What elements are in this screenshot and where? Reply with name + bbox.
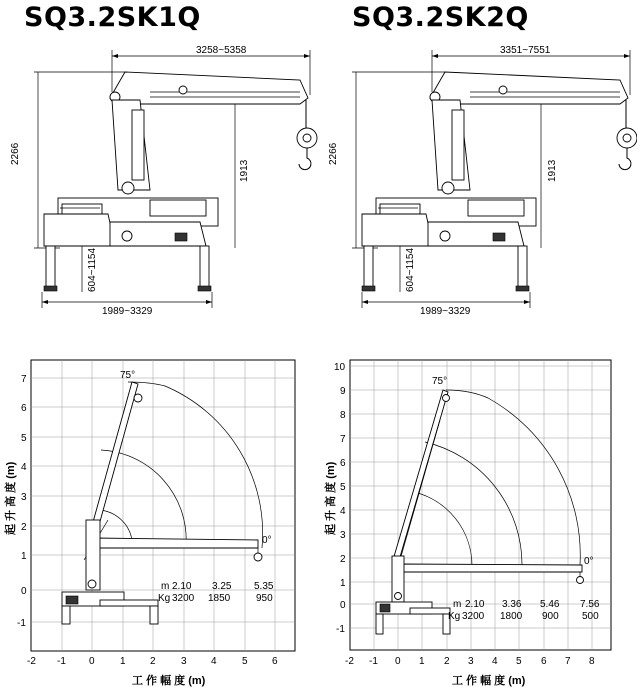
load-value: 1850 [208, 593, 231, 604]
reach-dimension: 3351~7551 [500, 45, 551, 56]
load-value: 950 [256, 593, 273, 604]
y-tick: 8 [340, 410, 346, 421]
y-tick: 2 [340, 554, 346, 565]
model-title-right: SQ3.2SK2Q [352, 2, 529, 33]
x-axis-label: 工 作 幅 度 (m) [132, 675, 206, 687]
load-value: 3200 [172, 593, 195, 604]
angle-label-bottom: 0° [584, 556, 594, 567]
x-tick: 6 [541, 656, 547, 667]
x-tick: 2 [444, 656, 450, 667]
load-value: 1800 [500, 611, 523, 622]
leg-height-dimension: 604~1154 [405, 247, 416, 292]
y-tick: 0 [21, 586, 27, 597]
hook-height-dimension: 1913 [547, 159, 558, 182]
angle-label-top: 75° [432, 376, 448, 387]
x-tick: 7 [565, 656, 571, 667]
radius-value: 7.56 [580, 599, 600, 610]
crane-elevation-right [328, 45, 637, 317]
x-tick: 1 [419, 656, 425, 667]
y-tick: 4 [340, 506, 346, 517]
load-chart-left [3, 360, 295, 687]
y-tick: 2 [21, 522, 27, 533]
y-tick: 0 [340, 600, 346, 611]
reach-dimension: 3258~5358 [196, 45, 247, 56]
radius-value: 2.10 [172, 581, 192, 592]
table-load-label: Kg [158, 593, 171, 604]
hook-height-dimension: 1913 [239, 159, 250, 182]
x-tick: 5 [242, 656, 248, 667]
x-tick: 8 [589, 656, 595, 667]
x-axis-label: 工 作 幅 度 (m) [452, 675, 526, 687]
y-tick: 7 [340, 434, 346, 445]
x-tick: -2 [27, 656, 36, 667]
load-value: 900 [542, 611, 559, 622]
radius-value: 3.36 [502, 599, 522, 610]
load-chart-right [323, 360, 611, 687]
x-tick: -1 [57, 656, 66, 667]
x-tick: 6 [272, 656, 278, 667]
model-title-left: SQ3.2SK1Q [24, 2, 201, 33]
x-tick: -2 [345, 656, 354, 667]
x-tick: 0 [395, 656, 401, 667]
y-tick: 9 [340, 386, 346, 397]
radius-value: 5.46 [540, 599, 560, 610]
y-tick: 6 [340, 458, 346, 469]
crane-elevation-left [10, 45, 317, 317]
height-dimension: 2266 [10, 142, 21, 165]
y-axis-label: 起 升 高 度 (m) [325, 461, 337, 535]
y-tick: -1 [336, 624, 345, 635]
x-tick: 3 [181, 656, 187, 667]
height-dimension: 2266 [328, 142, 339, 165]
table-load-label: Kg [448, 611, 461, 622]
x-tick: 0 [89, 656, 95, 667]
table-radius-label: m [161, 581, 170, 592]
y-tick: 10 [334, 362, 346, 373]
load-value: 500 [582, 611, 599, 622]
y-tick: 5 [21, 433, 27, 444]
radius-value: 2.10 [465, 599, 485, 610]
y-tick: 3 [21, 492, 27, 503]
angle-label-top: 75° [120, 370, 136, 381]
y-tick: 7 [21, 374, 27, 385]
y-tick: -1 [17, 618, 26, 629]
y-tick: 6 [21, 403, 27, 414]
y-tick: 5 [340, 482, 346, 493]
x-tick: 2 [150, 656, 156, 667]
table-radius-label: m [453, 599, 462, 610]
y-tick: 3 [340, 530, 346, 541]
x-tick: 5 [516, 656, 522, 667]
span-dimension: 1989~3329 [420, 306, 471, 317]
y-tick: 4 [21, 462, 27, 473]
x-tick: 4 [492, 656, 498, 667]
x-tick: 4 [211, 656, 217, 667]
radius-value: 3.25 [212, 581, 232, 592]
angle-label-bottom: 0° [262, 535, 272, 546]
x-tick: -1 [369, 656, 378, 667]
span-dimension: 1989~3329 [102, 306, 153, 317]
y-axis-label: 起 升 高 度 (m) [5, 461, 17, 535]
load-value: 3200 [462, 611, 485, 622]
y-tick: 1 [340, 578, 346, 589]
leg-height-dimension: 604~1154 [87, 247, 98, 292]
x-tick: 1 [120, 656, 126, 667]
radius-value: 5.35 [254, 581, 274, 592]
y-tick: 1 [21, 551, 27, 562]
x-tick: 3 [468, 656, 474, 667]
